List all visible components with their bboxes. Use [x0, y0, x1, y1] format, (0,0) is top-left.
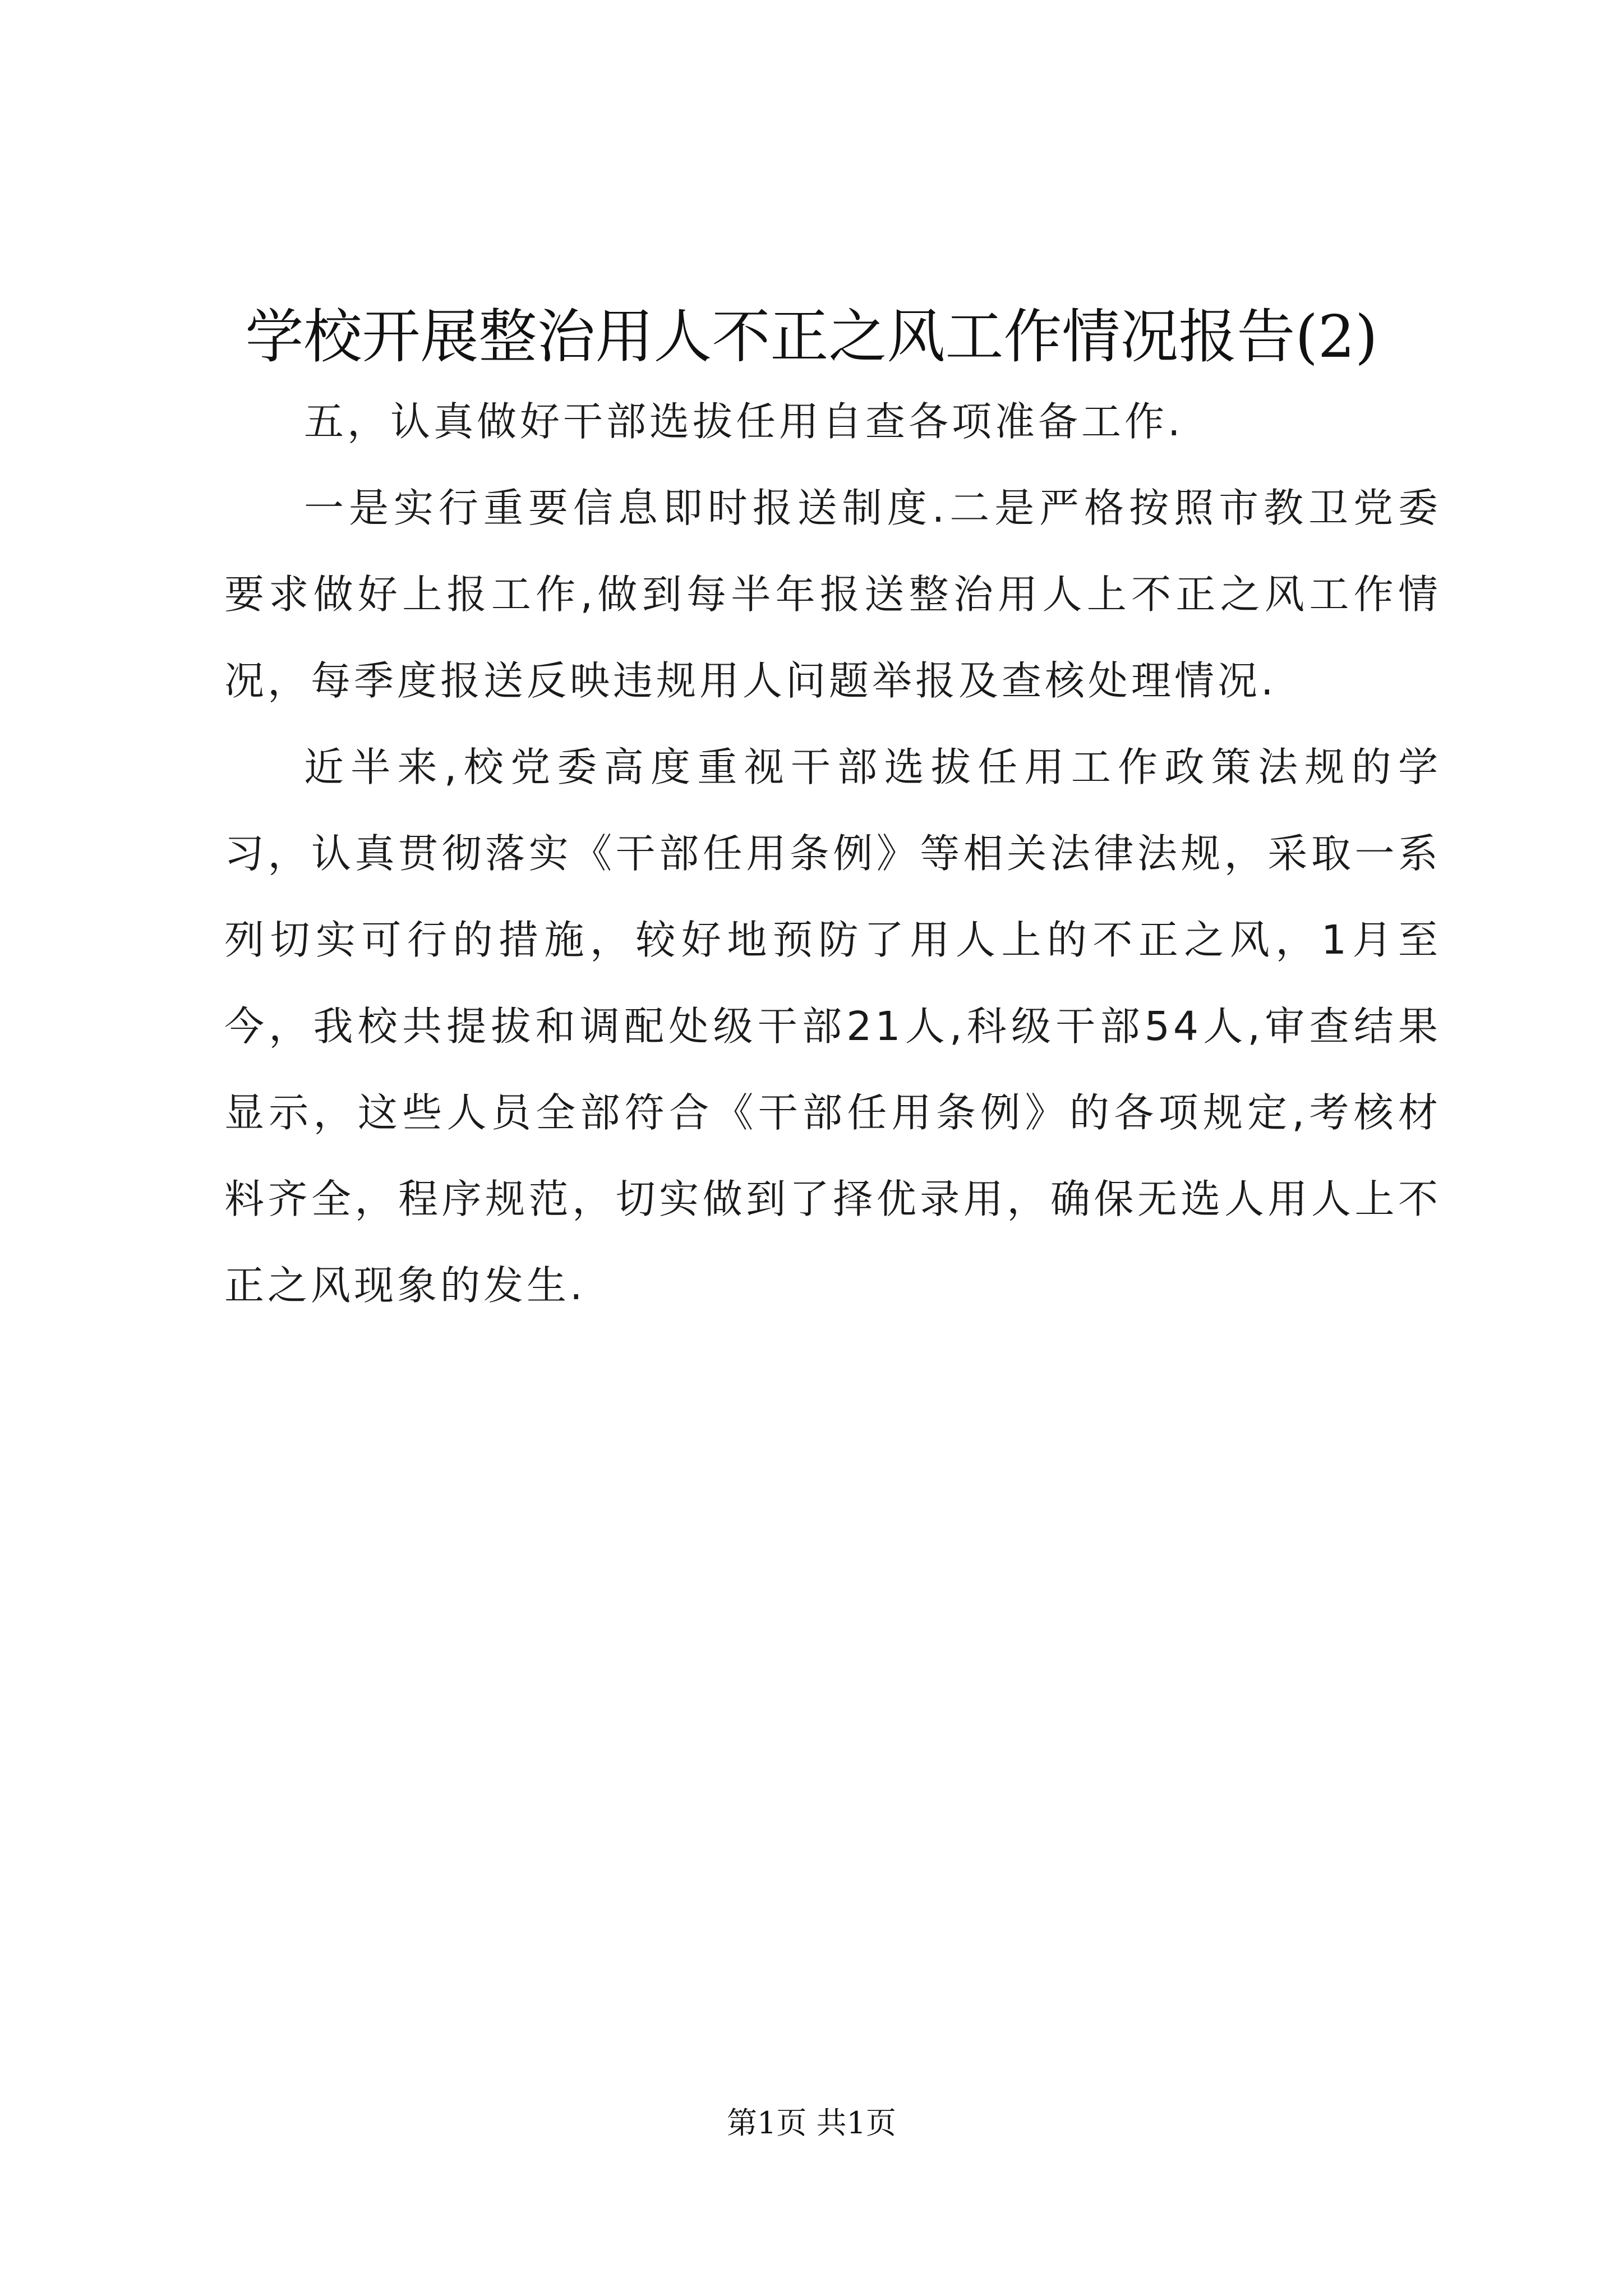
page-number-footer: 第1页 共1页 [727, 2105, 896, 2141]
document-title: 学校开展整治用人不正之风工作情况报告(2) [245, 302, 1378, 371]
paragraph-reporting-system: 一是实行重要信息即时报送制度.二是严格按照市教卫党委要求做好上报工作,做到每半年报送整治用人上不正之风工作情况，每季度报送反映违规用人问题举报及查核处理情况. [224, 485, 1441, 704]
paragraph-section-five: 五，认真做好干部选拔任用自查各项准备工作. [304, 398, 1184, 445]
paragraph-results: 近半来,校党委高度重视干部选拔任用工作政策法规的学习，认真贯彻落实《干部任用条例》等相关法律法规，采取一系列切实可行的措施，较好地预防了用人上的不正之风，1月至今，我校共提拔和调配处级干部21人,科级干部54人,审查结果显示，这些人员全部符合《干部任用条例》的各项规定,考核材料齐全，程序规范，切实做到了择优录用，确保无选人用人上不正之风现象的发生. [224, 744, 1441, 1309]
document-body [224, 379, 1441, 1329]
